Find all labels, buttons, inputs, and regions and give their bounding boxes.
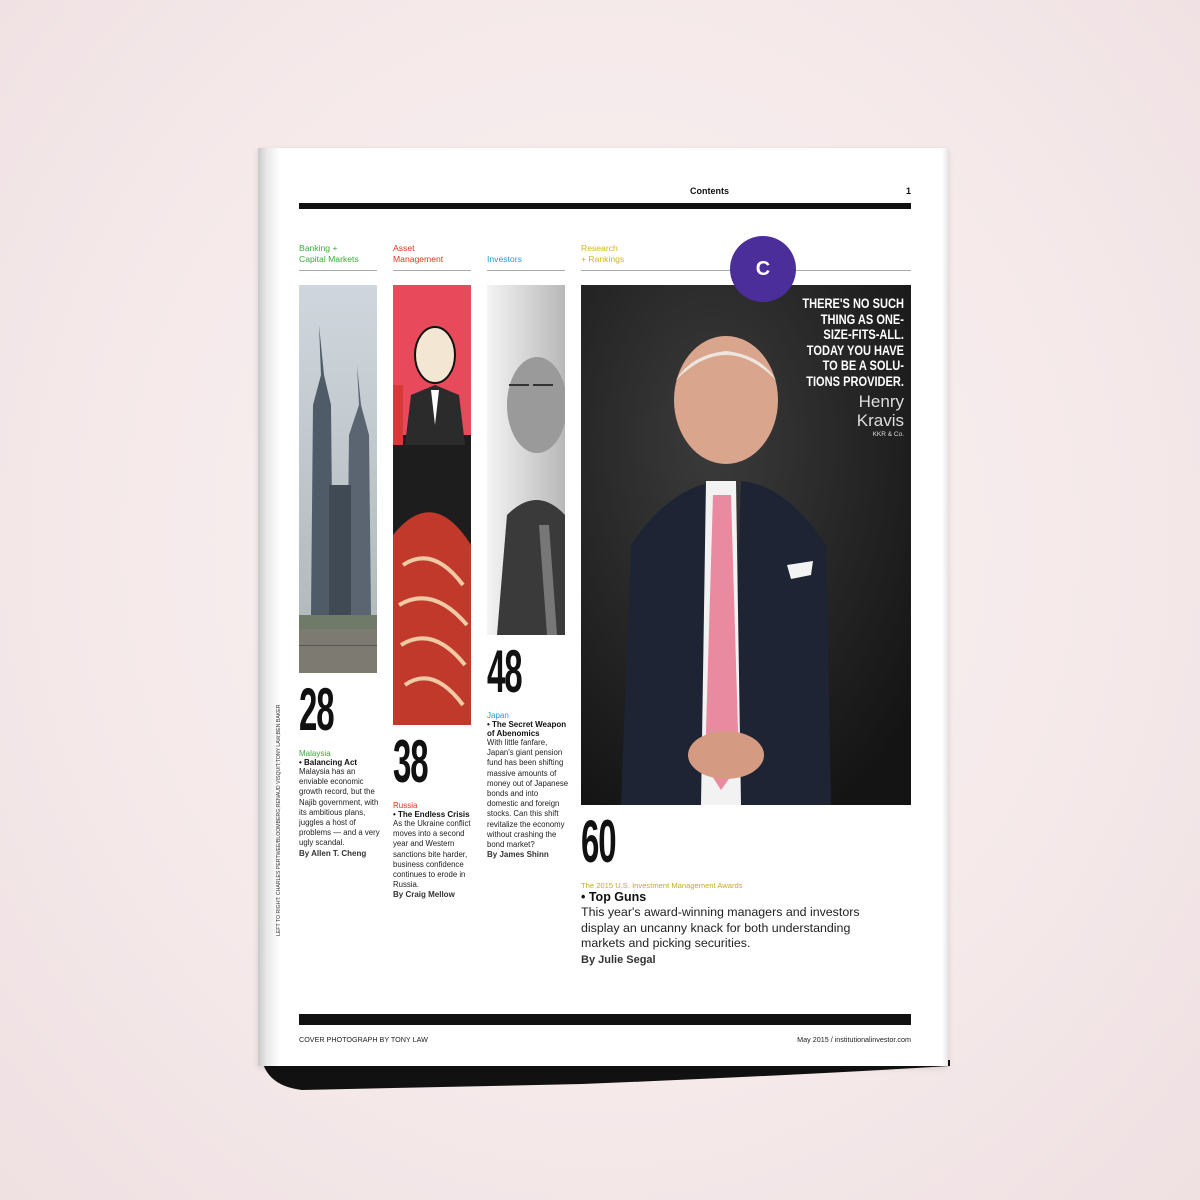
story-headline: • Top Guns xyxy=(581,890,647,904)
photo-credit: LEFT TO RIGHT: CHARLES PERTWEE/BLOOMBERG;RENAUD VISQUIT;TONY LAW;BEN BAKER xyxy=(276,704,282,936)
category-banking: Banking + Capital Markets xyxy=(299,243,359,264)
header-rule xyxy=(299,203,911,209)
story-byline: By Julie Segal xyxy=(581,953,656,966)
story-headline: • The Secret Weapon of Abenomics xyxy=(487,720,567,738)
page-number-60: 60 xyxy=(581,808,616,875)
section-badge: C xyxy=(730,236,796,302)
category-rule xyxy=(393,270,471,271)
quote-line: TO BE A SOLU- xyxy=(822,358,904,374)
japan-portrait-photo xyxy=(487,285,565,635)
category-rule xyxy=(299,270,377,271)
quote-line: THING AS ONE- xyxy=(820,311,904,327)
page-number-28: 28 xyxy=(299,676,334,743)
quote-name-last: Kravis xyxy=(856,410,904,430)
quote-company: KKR & Co. xyxy=(872,430,904,438)
quote-line: SIZE-FITS-ALL. xyxy=(823,327,904,343)
section-title: Contents xyxy=(690,186,729,196)
category-investors: Investors xyxy=(487,254,522,264)
story-60 xyxy=(581,881,881,966)
quote-name-first: Henry xyxy=(858,391,904,411)
footer-issue-info: May 2015 / institutionalinvestor.com xyxy=(797,1035,911,1044)
story-body: With little fanfare, Japan's giant pension fund has been shifting massive amounts of money out of Japanese bonds and into domestic and foreign stocks. Can this shift revitalize the economy without crashing the bond market? xyxy=(487,738,569,850)
story-body: As the Ukraine conflict moves into a second year and Western sanctions bite harder, business confidence continues to erode in Russia. xyxy=(393,819,471,890)
story-body: This year's award-winning managers and investors display an uncanny knack for both understanding markets and picking securities. xyxy=(581,905,860,950)
illustration-photo xyxy=(393,285,471,725)
pull-quote xyxy=(726,296,904,439)
footer-rule xyxy=(299,1014,911,1025)
story-byline: By James Shinn xyxy=(487,850,549,860)
story-headline: • Balancing Act xyxy=(299,758,358,767)
page-curl-shadow xyxy=(262,1060,950,1100)
quote-line: THERE'S NO SUCH xyxy=(802,296,904,311)
category-rule xyxy=(487,270,565,271)
page-edge xyxy=(942,148,948,1066)
page-number-48: 48 xyxy=(487,638,522,705)
story-kicker: Japan xyxy=(487,711,509,720)
quote-line: TIONS PROVIDER. xyxy=(806,373,904,389)
towers-photo xyxy=(299,285,377,673)
story-body: Malaysia has an enviable economic growth record, but the Najib government, with its ambitious plans, juggles a host of problems — and a very ugly scandal. xyxy=(299,767,380,848)
story-48 xyxy=(487,711,569,859)
story-kicker: Malaysia xyxy=(299,749,331,758)
category-asset-management: Asset Management xyxy=(393,243,444,264)
story-byline: By Craig Mellow xyxy=(393,890,455,900)
category-research-rankings: Research + Rankings xyxy=(581,243,625,264)
story-38 xyxy=(393,801,475,899)
story-kicker: The 2015 U.S. Investment Management Awards xyxy=(581,881,743,890)
quote-line: TODAY YOU HAVE xyxy=(806,342,904,358)
page-number-38: 38 xyxy=(393,728,428,795)
story-kicker: Russia xyxy=(393,801,418,810)
story-28 xyxy=(299,749,381,858)
story-byline: By Allen T. Cheng xyxy=(299,848,367,858)
page-number: 1 xyxy=(906,186,912,196)
magazine-page xyxy=(258,148,948,1066)
footer-cover-credit: COVER PHOTOGRAPH BY TONY LAW xyxy=(299,1035,428,1044)
story-headline: • The Endless Crisis xyxy=(393,810,470,819)
